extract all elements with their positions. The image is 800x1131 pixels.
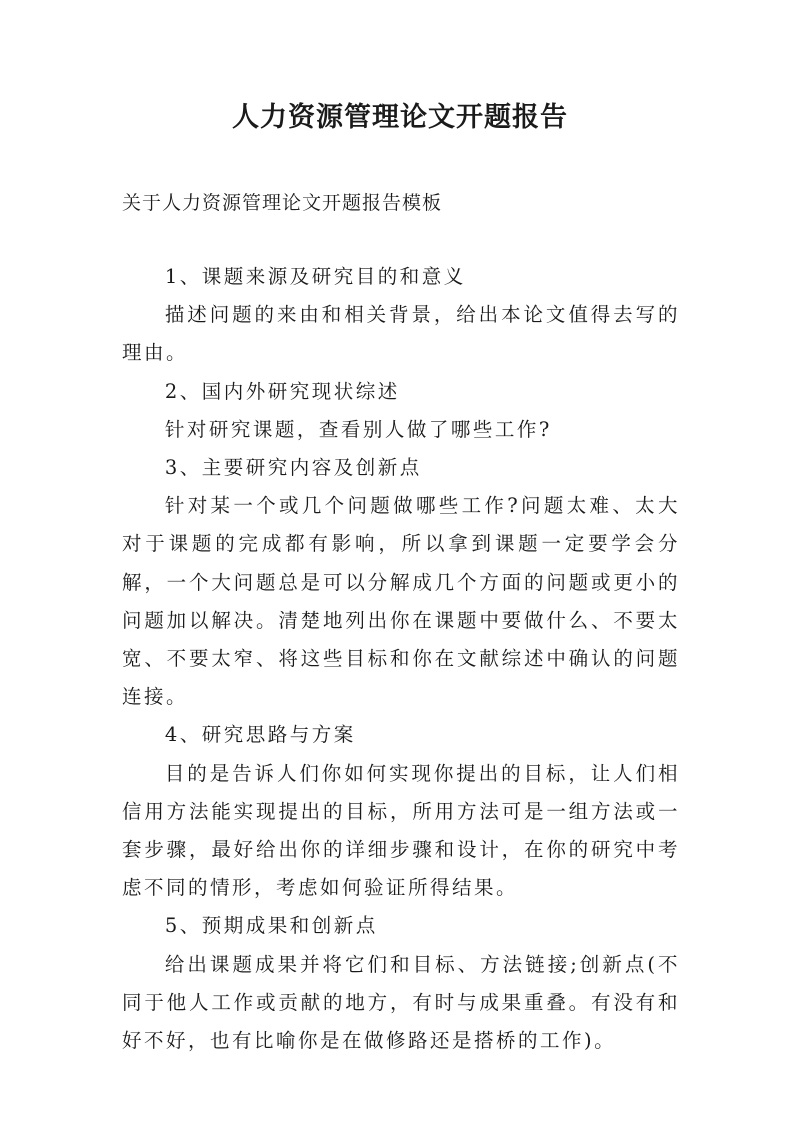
document-title: 人力资源管理论文开题报告 <box>232 102 568 133</box>
section-text-1: 描述问题的来由和相关背景，给出本论文值得去写的理由。 <box>122 303 680 365</box>
section-text-4: 目的是告诉人们你如何实现你提出的目标，让人们相信用方法能实现提出的目标，所用方法可是一组方法或一套步骤，最好给出你的详细步骤和设计，在你的研究中考虑不同的情形，考虑如何验证所得结果。 <box>122 761 680 900</box>
document-subtitle: 关于人力资源管理论文开题报告模板 <box>122 192 443 214</box>
section-text-5: 给出课题成果并将它们和目标、方法链接;创新点(不同于他人工作或贡献的地方，有时与成果重叠。有没有和好不好，也有比喻你是在做修路还是搭桥的工作)。 <box>122 952 680 1053</box>
section-heading-1: 1、课题来源及研究目的和意义 <box>164 265 466 288</box>
section-text-3: 针对某一个或几个问题做哪些工作?问题太难、太大对于课题的完成都有影响，所以拿到课题一定要学会分解，一个大问题总是可以分解成几个方面的问题或更小的问题加以解决。清楚地列出你在课题中要做什么、不要太宽、不要太窄、将这些目标和你在文献综述中确认的问题连接。 <box>122 494 680 709</box>
section-heading-3: 3、主要研究内容及创新点 <box>164 456 422 480</box>
section-heading-4: 4、研究思路与方案 <box>164 723 356 747</box>
section-text-2: 针对研究课题，查看别人做了哪些工作? <box>164 417 552 441</box>
section-heading-5: 5、预期成果和创新点 <box>164 914 378 938</box>
section-heading-2: 2、国内外研究现状综述 <box>164 379 400 403</box>
document-body <box>122 258 680 1060</box>
